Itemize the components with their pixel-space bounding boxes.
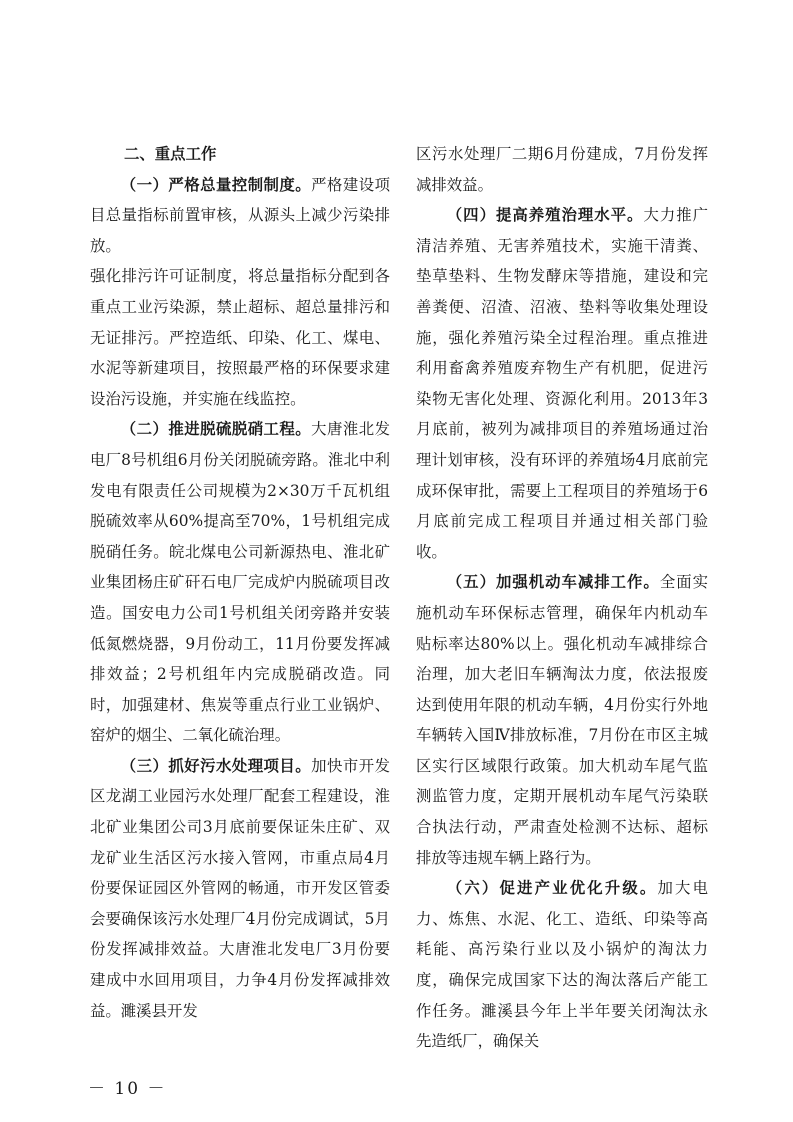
paragraph-7 — [416, 567, 708, 873]
paragraph-body: 大力推广清洁养殖、无害养殖技术，实施干清粪、垫草垫料、生物发酵床等措施，建设和完善粪便、沼渣、沼液、垫料等收集处理设施，强化养殖污染全过程治理。重点推进利用畜禽养殖废弃物生产有机肥，促进污染物无害化处理、资源化利用。2013年3月底前，被列为减排项目的养殖场通过治理计划审核，没有环评的养殖场4月底前完成环保审批，需要上工程项目的养殖场于6月底前完成工程项目并通过相关部门验收。 — [416, 206, 708, 561]
paragraph-body: 全面实施机动车环保标志管理，确保年内机动车贴标率达80%以上。强化机动车减排综合治理，加大老旧车辆淘汰力度，依法报废达到使用年限的机动车辆，4月份实行外地车辆转入国Ⅳ排放标准，7月份在市区主城区实行区域限行政策。加大机动车尾气监测监管力度，定期开展机动车尾气污染联合执法行动，严肃查处检测不达标、超标排放等违规车辆上路行为。 — [416, 573, 708, 867]
section-title: 二、重点工作 — [124, 145, 217, 163]
paragraph-1 — [90, 170, 390, 262]
paragraph-title: （二）推进脱硫脱硝工程。 — [120, 420, 312, 439]
paragraph-6 — [416, 200, 708, 567]
paragraph-body: 严格建设项目总量指标前置审核，从源头上减少污染排放。 — [90, 175, 390, 255]
paragraph-body: 加大电力、炼焦、水泥、化工、造纸、印染等高耗能、高污染行业以及小锅炉的淘汰力度，确保完成国家下达的淘汰落后产能工作任务。濉溪县今年上半年要关闭淘汰永先造纸厂，确保关 — [416, 879, 708, 1051]
paragraph-title: （六）促进产业优化升级。 — [446, 879, 658, 898]
paragraph-5 — [416, 139, 708, 200]
paragraph-body: 大唐淮北发电厂8号机组6月份关闭脱硫旁路。淮北中利发电有限责任公司规模为2×30万千瓦机组脱硫效率从60%提高至70%，1号机组完成脱硝任务。皖北煤电公司新源热电、淮北矿业集团杨庄矿矸石电厂完成炉内脱硫项目改造。国安电力公司1号机组关闭旁路并安装低氮燃烧器，9月份动工，11月份要发挥减排效益；2号机组年内完成脱硝改造。同时，加强建材、焦炭等重点行业工业锅炉、窑炉的烟尘、二氧化硫治理。 — [90, 420, 390, 745]
paragraph-3 — [90, 414, 390, 751]
paragraph-body: 区污水处理厂二期6月份建成，7月份发挥减排效益。 — [416, 145, 708, 194]
paragraph-title: （三）抓好污水处理项目。 — [120, 756, 312, 775]
paragraph-4 — [90, 751, 390, 1026]
paragraph-2 — [90, 261, 390, 414]
right-column — [416, 139, 708, 1057]
paragraph-title: （一）严格总量控制制度。 — [120, 175, 312, 194]
paragraph-8 — [416, 873, 708, 1057]
page-number: － 10 － — [88, 1079, 167, 1099]
paragraph-title: （四）提高养殖治理水平。 — [446, 206, 644, 225]
paragraph-title: （五）加强机动车减排工作。 — [446, 573, 660, 592]
left-column — [90, 139, 390, 1026]
paragraph-body: 强化排污许可证制度，将总量指标分配到各重点工业污染源，禁止超标、超总量排污和无证排污。严控造纸、印染、化工、煤电、水泥等新建项目，按照最严格的环保要求建设治污设施，并实施在线监控。 — [90, 267, 390, 408]
paragraph-body: 加快市开发区龙湖工业园污水处理厂配套工程建设，淮北矿业集团公司3月底前要保证朱庄矿、双龙矿业生活区污水接入管网，市重点局4月份要保证园区外管网的畅通，市开发区管委会要确保该污水处理厂4月份完成调试，5月份发挥减排效益。大唐淮北发电厂3月份要建成中水回用项目，力争4月份发挥减排效益。濉溪县开发 — [90, 756, 390, 1020]
